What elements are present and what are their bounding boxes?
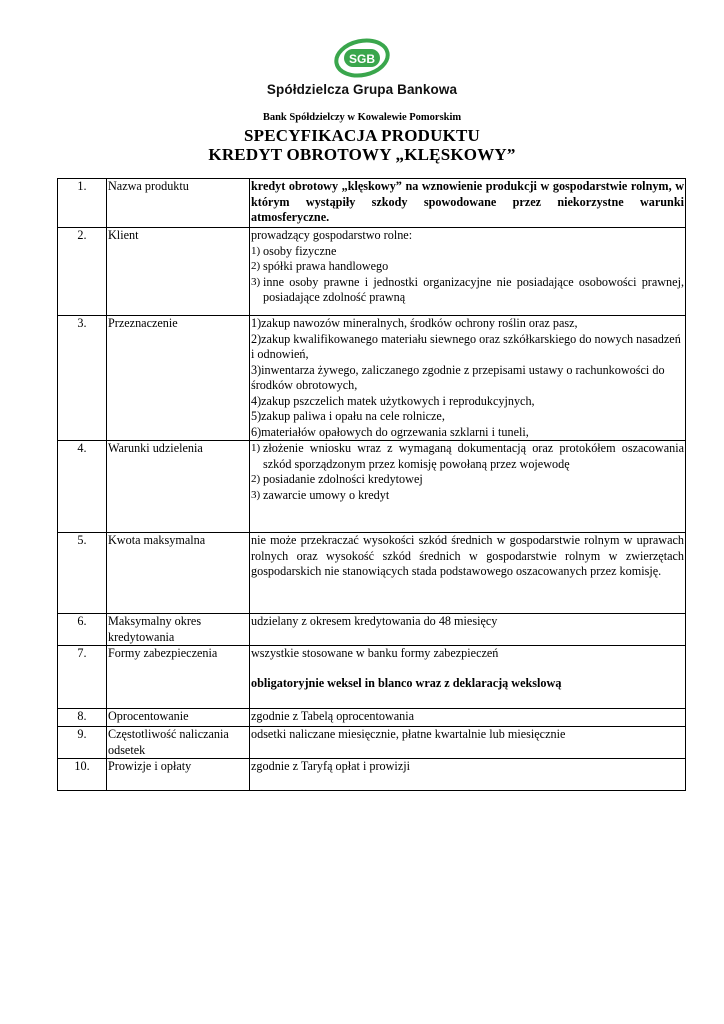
table-row [58, 759, 686, 791]
list-item: 1)zakup nawozów mineralnych, środków ochrony roślin oraz pasz, [251, 316, 578, 330]
row-number: 9. [58, 727, 107, 759]
row-number: 3. [58, 316, 107, 441]
row-label: Kwota maksymalna [107, 533, 250, 614]
list-item: 5)zakup paliwa i opału na cele rolnicze, [251, 409, 445, 423]
security-forms-text: wszystkie stosowane w banku formy zabezpieczeń [251, 646, 499, 660]
list-item: 4)zakup pszczelich matek użytkowych i reprodukcyjnych, [251, 393, 535, 408]
specification-table [57, 178, 686, 791]
table-row [58, 316, 686, 441]
row-content: udzielany z okresem kredytowania do 48 miesięcy [250, 614, 686, 646]
list-item: 2) spółki prawa handlowego [251, 259, 389, 273]
row-label: Formy zabezpieczenia [107, 646, 250, 709]
row-number: 2. [58, 228, 107, 316]
table-row [58, 441, 686, 533]
row-content [250, 228, 686, 316]
list-item: 2)zakup kwalifikowanego materiału siewnego oraz szkółkarskiego do nowych nasadzeń i odnowień, [251, 331, 681, 361]
bank-name: Bank Spółdzielczy w Kowalewie Pomorskim [262, 112, 462, 123]
row-label: Nazwa produktu [107, 179, 250, 228]
row-content: zgodnie z Taryfą opłat i prowizji [250, 759, 686, 791]
row-content: odsetki naliczane miesięcznie, płatne kwartalnie lub miesięcznie [250, 727, 686, 759]
row-number: 4. [58, 441, 107, 533]
table-row [58, 646, 686, 709]
list-item: 1) osoby fizyczne [251, 243, 337, 258]
row-number: 7. [58, 646, 107, 709]
table-row [58, 179, 686, 228]
logo-text: SGB [348, 52, 376, 66]
row-label: Przeznaczenie [107, 316, 250, 441]
table-row [58, 228, 686, 316]
header-logo-block [0, 36, 724, 97]
row-content [250, 646, 686, 709]
row-label: Częstotliwość naliczania odsetek [107, 727, 250, 759]
table-row [58, 727, 686, 759]
row-label: Warunki udzielenia [107, 441, 250, 533]
row-number: 10. [58, 759, 107, 791]
row-label: Maksymalny okres kredytowania [107, 614, 250, 646]
brand-name: Spółdzielcza Grupa Bankowa [266, 82, 458, 97]
row-label: Oprocentowanie [107, 709, 250, 727]
row-number: 1. [58, 179, 107, 228]
list-item: 6)materiałów opałowych do ogrzewania szklarni i tuneli, [251, 424, 529, 439]
row-content [250, 441, 686, 533]
document-title: SPECYFIKACJA PRODUKTU [243, 126, 481, 145]
row-content: zgodnie z Tabelą oprocentowania [250, 709, 686, 727]
list-item: 3) inne osoby prawne i jednostki organizacyjne nie posiadające osobowości prawnej, posiadające zdolność prawną [251, 274, 684, 304]
row-content [250, 316, 686, 441]
sgb-logo-icon [333, 36, 391, 80]
table-row [58, 709, 686, 727]
row-content: kredyt obrotowy „klęskowy” na wznowienie produkcji w gospodarstwie rolnym, w którym wystąpiły szkody spowodowane przez niekorzystne warunki atmosferyczne. [250, 179, 686, 228]
row-number: 6. [58, 614, 107, 646]
row-content: nie może przekraczać wysokości szkód średnich w gospodarstwie rolnym w uprawach rolnych oraz wysokość szkód średnich w gospodarstwie rolnym w zwierzętach gospodarskich nie stanowiących stada podstawowego oszacowanych przez komisję. [250, 533, 686, 614]
table-row [58, 533, 686, 614]
mandatory-security-text: obligatoryjnie weksel in blanco wraz z deklaracją wekslową [251, 675, 562, 690]
row-number: 5. [58, 533, 107, 614]
list-item: 3) zawarcie umowy o kredyt [251, 487, 390, 502]
product-title: KREDYT OBROTOWY „KLĘSKOWY” [208, 145, 516, 164]
table-row [58, 614, 686, 646]
row-label: Prowizje i opłaty [107, 759, 250, 791]
list-item: 1) złożenie wniosku wraz z wymaganą dokumentacją oraz protokółem oszacowania szkód sporządzonym przez komisję powołaną przez wojewodę [251, 441, 684, 471]
row-label: Klient [107, 228, 250, 316]
list-item: 3)inwentarza żywego, zaliczanego zgodnie z przepisami ustawy o rachunkowości do środków obrotowych, [251, 362, 665, 392]
row-number: 8. [58, 709, 107, 727]
list-item: 2) posiadanie zdolności kredytowej [251, 472, 423, 486]
list-intro: prowadzący gospodarstwo rolne: [251, 228, 413, 242]
